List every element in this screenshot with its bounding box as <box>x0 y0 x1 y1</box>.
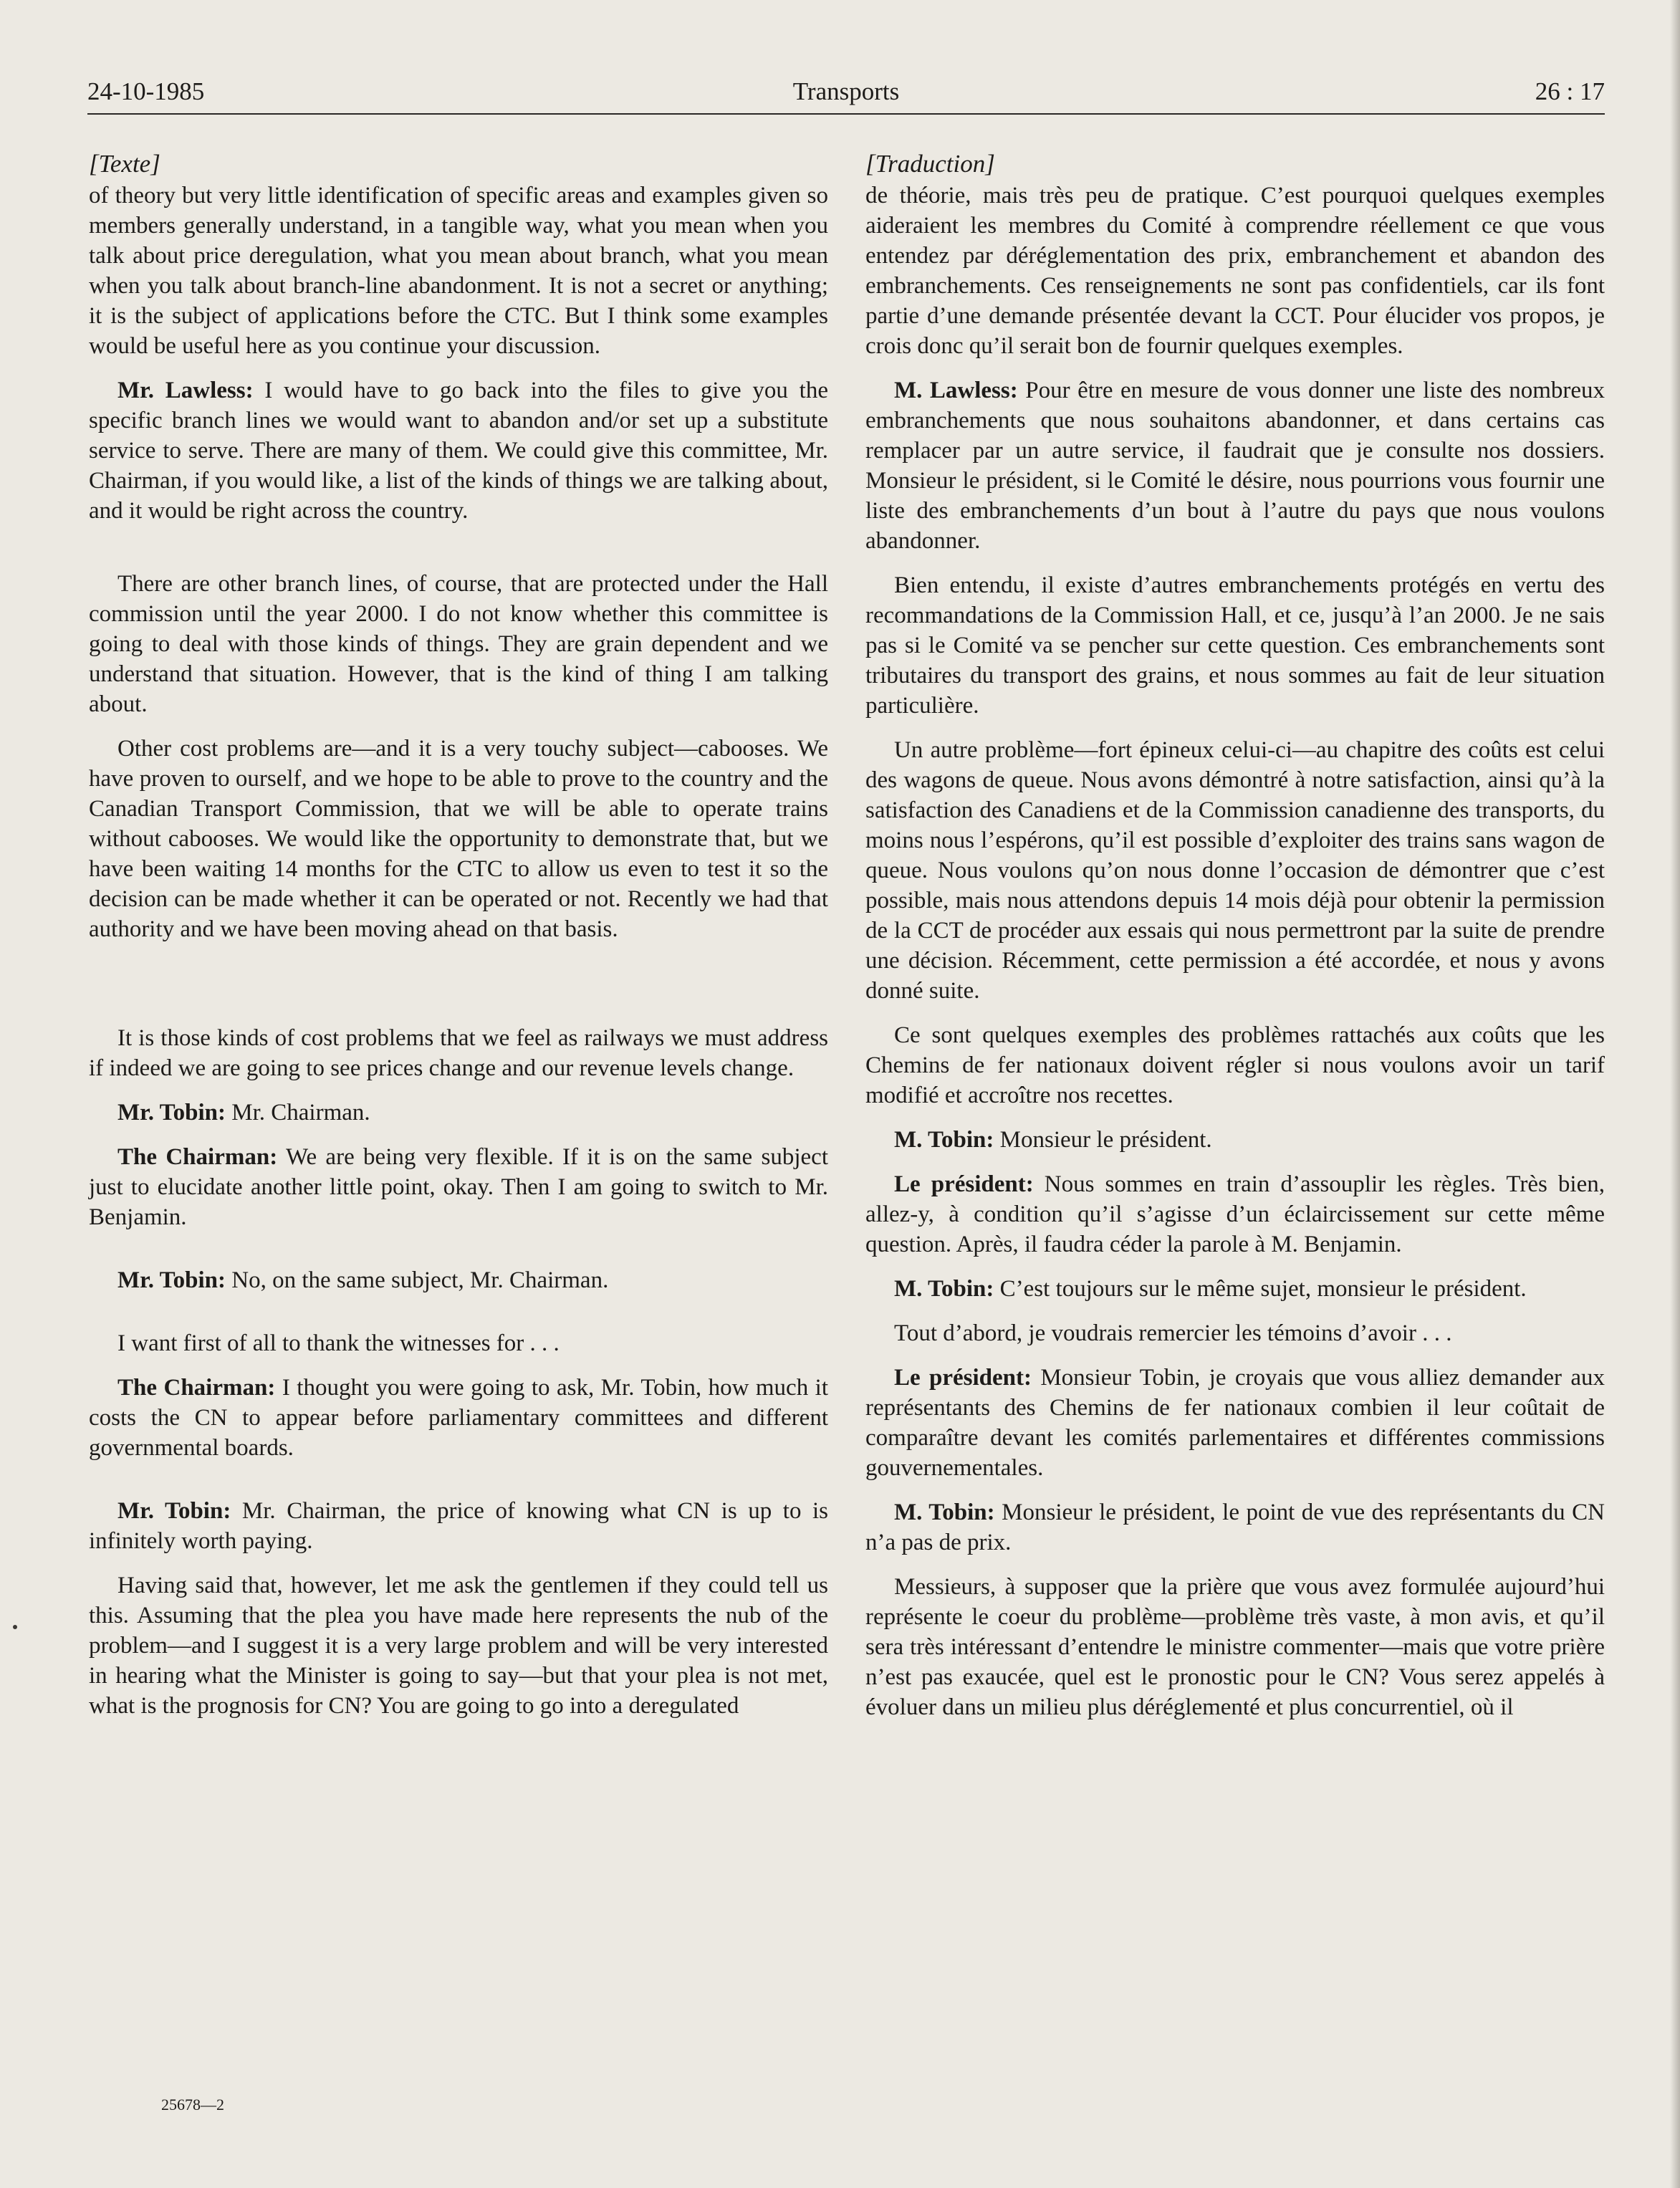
english-column <box>89 149 828 1735</box>
paragraph-text: Other cost problems are—and it is a very touchy subject—cabooses. We have proven to ourself, and we hope to be able to prove to the country and the Canadian Transport Commission, that we will be able to operate trains without cabooses. We would like the opportunity to demonstrate that, but we have been waiting 14 months for the CTC to allow us even to test it so the decision can be made whether it can be operated or not. Recently we had that authority and we have been moving ahead on that basis. <box>89 736 828 942</box>
header-rule <box>87 113 1605 115</box>
paragraph-text: Monsieur Tobin, je croyais que vous alliez demander aux représentants des Chemins de fer nationaux combien il leur coûtait de comparaître devant les comités parlementaires et différentes commissions gouvernementales. <box>865 1365 1605 1481</box>
paragraph-text: Mr. Chairman, the price of knowing what CN is up to is infinitely worth paying. <box>89 1498 829 1554</box>
column-language-label: [Texte] <box>89 150 160 178</box>
paragraph <box>865 375 1605 556</box>
header-page-number: 26 : 17 <box>1535 77 1605 105</box>
running-header <box>87 77 1605 112</box>
paragraph-text: Mr. Chairman. <box>231 1100 370 1126</box>
header-date: 24-10-1985 <box>87 77 205 105</box>
paragraph-text: No, on the same subject, Mr. Chairman. <box>231 1267 609 1293</box>
paragraph <box>89 1328 828 1358</box>
paragraph <box>89 1142 828 1232</box>
paragraph-text: Pour être en mesure de vous donner une liste des nombreux embranchements que nous souhaitons abandonner, et dans certains cas remplacer par un autre service, il faudrait que je consulte nos dossiers. Monsieur le président, si le Comité le désire, nous pourrions vous fournir une liste des embranchements d’un bout à l’autre du pays que nous voulons abandonner. <box>865 378 1605 554</box>
paragraph <box>89 1023 828 1083</box>
paragraph-text: Nous sommes en train d’assouplir les règles. Très bien, allez-y, à condition qu’il s’agisse d’un éclaircissement sur cette même question. Après, il faudra céder la parole à M. Benjamin. <box>865 1171 1605 1257</box>
paragraph-text: of theory but very little identification of specific areas and examples given so members generally understand, in a tangible way, what you mean when you talk about price deregulation, what you mean about branch, what you mean when you talk about branch-line abandonment. It is not a secret or anything; it is the subject of applications before the CTC. But I think some examples would be useful here as you continue your discussion. <box>89 183 828 359</box>
paragraph <box>89 375 828 526</box>
paragraph <box>89 734 828 944</box>
printer-code: 25678—2 <box>161 2096 224 2113</box>
speaker-name: M. Tobin: <box>894 1127 994 1153</box>
paragraph-text: Having said that, however, let me ask the gentlemen if they could tell us this. Assuming that the plea you have made here represents the nub of the problem—and I suggest it is a very large problem and will be very interested in hearing what the Minister is going to say—but that your plea is not met, what is the prognosis for CN? You are going to go into a deregulated <box>89 1573 828 1719</box>
paragraph-text: Bien entendu, il existe d’autres embranchements protégés en vertu des recommandations de la Commission Hall, et ce, jusqu’à l’an 2000. Je ne sais pas si le Comité va se pencher sur cette question. Ces embranchements sont tributaires du transport des grains, et nous sommes au fait de leur situation particulière. <box>865 572 1605 719</box>
paragraph <box>865 181 1605 361</box>
stray-mark <box>13 1625 17 1629</box>
speaker-name: Mr. Tobin: <box>117 1100 226 1126</box>
paragraph <box>89 181 828 361</box>
paragraph <box>865 1169 1605 1259</box>
paragraph <box>865 1363 1605 1483</box>
speaker-name: M. Lawless: <box>894 378 1018 403</box>
paragraph <box>89 1098 828 1128</box>
paragraph <box>89 1265 828 1295</box>
paragraph-text: Un autre problème—fort épineux celui-ci—au chapitre des coûts est celui des wagons de queue. Nous avons démontré à notre satisfaction, ainsi qu’à la satisfaction des Canadiens et de la Commission canadienne des transports, du moins nous l’espérons, qu’il est possible d’exploiter des trains sans wagon de queue. Nous voulons qu’on nous donne l’occasion de démontrer que c’est possible, mais nous attendons depuis 14 mois déjà pour obtenir la permission de la CCT de procéder aux essais qui nous permettront par la suite de prendre une décision. Récemment, cette permission a été accordée, et nous y avons donné suite. <box>865 737 1605 1004</box>
french-column <box>865 149 1605 1737</box>
paragraph-text: Ce sont quelques exemples des problèmes rattachés aux coûts que les Chemins de fer nationaux doivent régler si nous voulons avoir un tarif modifié et accroître nos recettes. <box>865 1022 1605 1108</box>
speaker-name: Mr. Tobin: <box>117 1498 231 1524</box>
paragraph-text: de théorie, mais très peu de pratique. C’est pourquoi quelques exemples aideraient les membres du Comité à comprendre réellement ce que vous entendez par déréglementation des prix, embranchement et abandon des embranchements. Ces renseignements ne sont pas confidentiels, car ils font partie d’une demande présentée devant la CCT. Pour élucider vos propos, je crois donc qu’il serait bon de fournir quelques exemples. <box>865 183 1605 359</box>
paragraph-text: I want first of all to thank the witnesses for . . . <box>117 1330 560 1356</box>
column-language-label: [Traduction] <box>865 150 995 178</box>
speaker-name: The Chairman: <box>117 1144 278 1170</box>
paragraph <box>865 735 1605 1006</box>
page-edge-shadow <box>1670 0 1680 2188</box>
paragraph-text: It is those kinds of cost problems that we feel as railways we must address if indeed we are going to see prices change and our revenue levels change. <box>89 1025 828 1081</box>
paragraph <box>865 570 1605 721</box>
header-title: Transports <box>792 77 900 105</box>
paragraph-text: C’est toujours sur le même sujet, monsieur le président. <box>999 1276 1527 1302</box>
paragraph-text: Tout d’abord, je voudrais remercier les témoins d’avoir . . . <box>894 1320 1452 1346</box>
speaker-name: Mr. Tobin: <box>117 1267 226 1293</box>
paragraph <box>865 1572 1605 1722</box>
speaker-name: Mr. Lawless: <box>117 378 254 403</box>
paragraph-text: There are other branch lines, of course, that are protected under the Hall commission until the year 2000. I do not know whether this committee is going to deal with those kinds of things. They are grain dependent and we understand that situation. However, that is the kind of thing I am talking about. <box>89 571 828 717</box>
paragraph-text: I thought you were going to ask, Mr. Tobin, how much it costs the CN to appear before parliamentary committees and different governmental boards. <box>89 1375 829 1461</box>
paragraph-text: Messieurs, à supposer que la prière que vous avez formulée aujourd’hui représente le coeur du problème—problème très vaste, à mon avis, et qu’il sera très intéressant d’entendre le ministre commenter—mais que votre prière n’est pas exaucée, quel est le pronostic pour le CN? Vous serez appelés à évoluer dans un milieu plus déréglementé et plus concurrentiel, où il <box>865 1574 1605 1720</box>
speaker-name: The Chairman: <box>117 1375 276 1401</box>
paragraph <box>89 1496 828 1556</box>
paragraph-text: Monsieur le président. <box>999 1127 1212 1153</box>
speaker-name: Le président: <box>894 1365 1032 1391</box>
paragraph <box>865 1125 1605 1155</box>
speaker-name: Le président: <box>894 1171 1034 1197</box>
speaker-name: M. Tobin: <box>894 1500 995 1525</box>
paragraph <box>89 1570 828 1721</box>
paragraph-text: I would have to go back into the files to give you the specific branch lines we would want to abandon and/or set up a substitute service to serve. There are many of them. We could give this committee, Mr. Chairman, if you would like, a list of the kinds of things we are talking about, and it would be right across the country. <box>89 378 828 524</box>
paragraph <box>865 1318 1605 1348</box>
paragraph <box>865 1497 1605 1558</box>
paragraph <box>89 569 828 719</box>
paragraph-text: Monsieur le président, le point de vue des représentants du CN n’a pas de prix. <box>865 1500 1605 1555</box>
paragraph <box>89 1373 828 1463</box>
paragraph <box>865 1274 1605 1304</box>
paragraph-text: We are being very flexible. If it is on the same subject just to elucidate another little point, okay. Then I am going to switch to Mr. Benjamin. <box>89 1144 828 1230</box>
paragraph <box>865 1020 1605 1110</box>
speaker-name: M. Tobin: <box>894 1276 994 1302</box>
